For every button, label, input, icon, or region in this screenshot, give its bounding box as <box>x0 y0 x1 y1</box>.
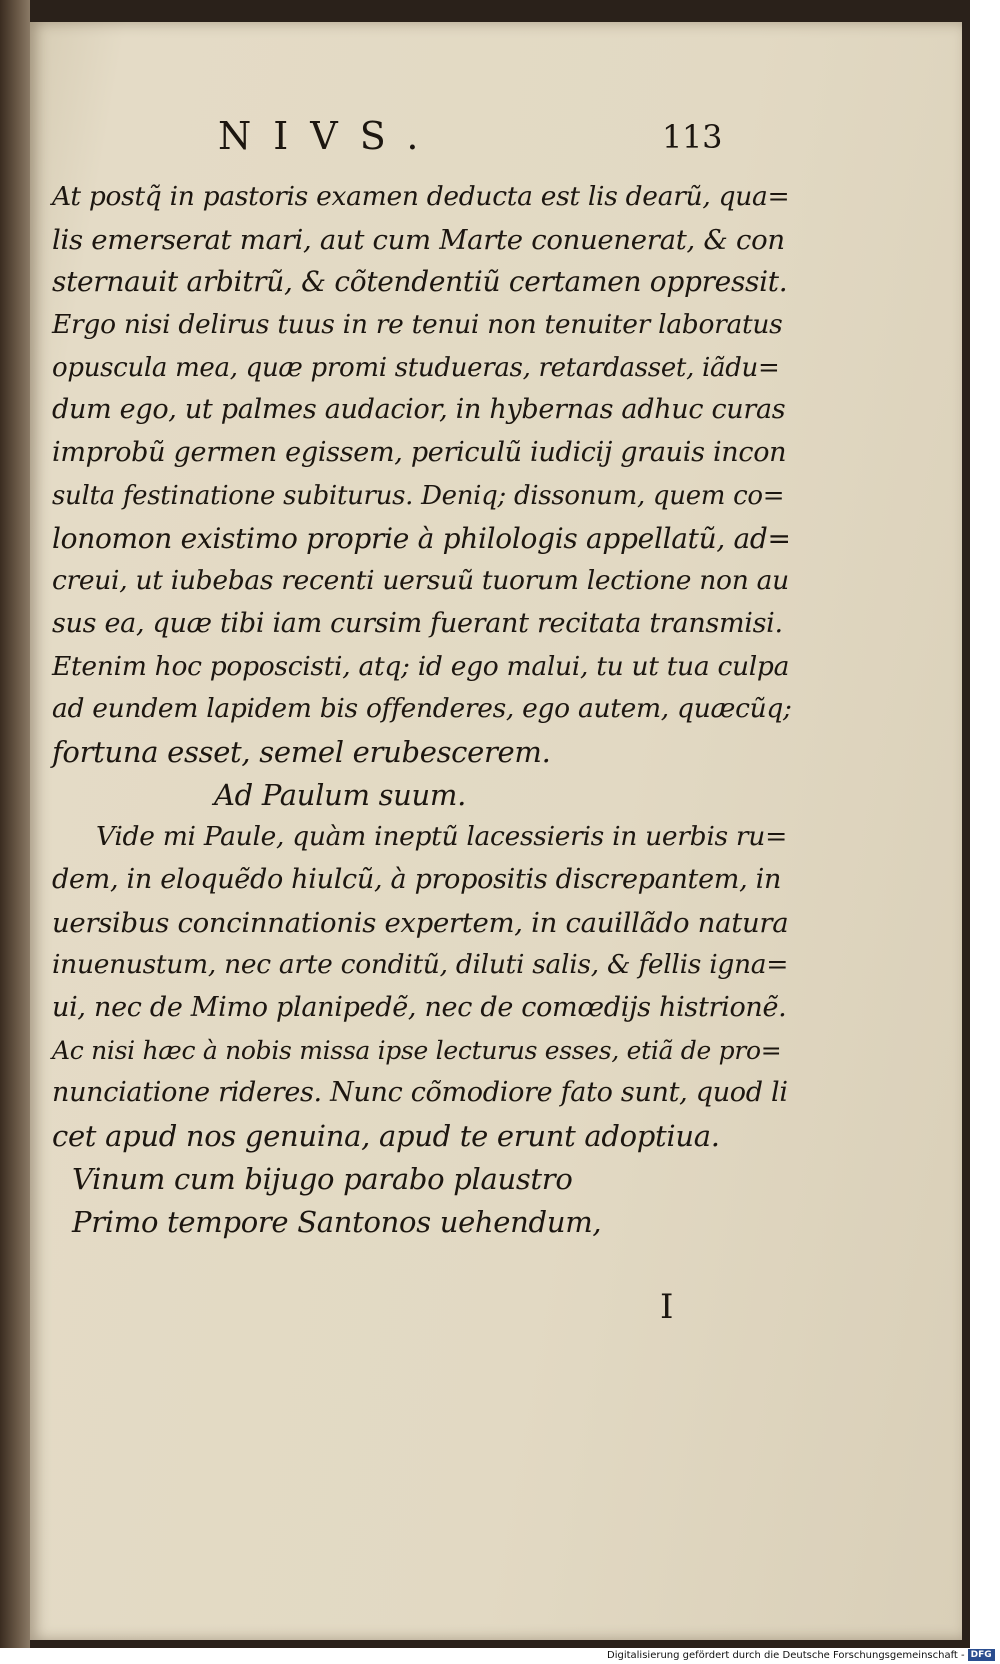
text-block <box>52 176 792 1243</box>
text-line: dem, in eloquẽdo hiulcũ, à propositis discrepantem, in <box>52 864 782 895</box>
book-spine <box>0 0 30 1648</box>
text-line: lonomon existimo proprie à philologis appellatũ, ad= <box>52 521 791 555</box>
text-line: inuenustum, nec arte conditũ, diluti salis, & fellis igna= <box>52 949 789 981</box>
text-line: sus ea, quæ tibi iam cursim fuerant recitata transmisi. <box>52 607 783 639</box>
running-head: NIVS. <box>218 114 441 158</box>
text-line: ad eundem lapidem bis offenderes, ego autem, quæcũq; <box>52 693 792 725</box>
dfg-logo: DFG <box>968 1649 995 1661</box>
text-line: Vinum cum bijugo parabo plaustro <box>72 1161 573 1196</box>
text-line: dum ego, ut palmes audacior, in hybernas adhuc curas <box>52 394 786 426</box>
text-line: Primo tempore Santonos uehendum, <box>72 1204 602 1239</box>
text-line: improbũ germen egissem, periculũ iudicij grauis incon <box>52 437 787 469</box>
text-line: lis emerserat mari, aut cum Marte conuenerat, & con <box>52 223 785 256</box>
text-line: creui, ut iubebas recenti uersuũ tuorum lectione non au <box>52 565 789 597</box>
text-line: Etenim hoc poposcisti, atq; id ego malui, tu ut tua culpa <box>52 650 790 682</box>
text-line: sulta festinatione subiturus. Deniq; dissonum, quem co= <box>52 480 785 511</box>
text-line: cet apud nos genuina, apud te erunt adoptiua. <box>52 1119 720 1154</box>
book-page <box>30 22 962 1640</box>
text-line: opuscula mea, quæ promi studueras, retardasset, iãdu= <box>52 352 780 383</box>
text-line: Vide mi Paule, quàm ineptũ lacessieris in uerbis ru= <box>96 821 787 853</box>
digitization-credit <box>607 1648 1000 1664</box>
text-line: nunciatione rideres. Nunc cõmodiore fato sunt, quod li <box>52 1077 788 1109</box>
text-line: Ergo nisi delirus tuus in re tenui non tenuiter laboratus <box>52 309 783 341</box>
text-line: ui, nec de Mimo planipedẽ, nec de comœdijs histrionẽ. <box>52 992 787 1024</box>
page-number: 113 <box>662 118 723 156</box>
signature-mark: I <box>660 1287 674 1327</box>
text-line: fortuna esset, semel erubescerem. <box>52 734 551 769</box>
text-line: Ac nisi hæc à nobis missa ipse lecturus esses, etiã de pro= <box>52 1035 782 1065</box>
credit-text: Digitalisierung gefördert durch die Deutsche Forschungsgemeinschaft - <box>607 1650 965 1661</box>
section-heading: Ad Paulum suum. <box>214 777 467 812</box>
text-line: At postq̃ in pastoris examen deducta est lis dearũ, qua= <box>52 181 790 212</box>
text-line: sternauit arbitrũ, & cõtendentiũ certamen oppressit. <box>52 265 788 299</box>
text-line: uersibus concinnationis expertem, in cauillãdo natura <box>52 906 789 939</box>
